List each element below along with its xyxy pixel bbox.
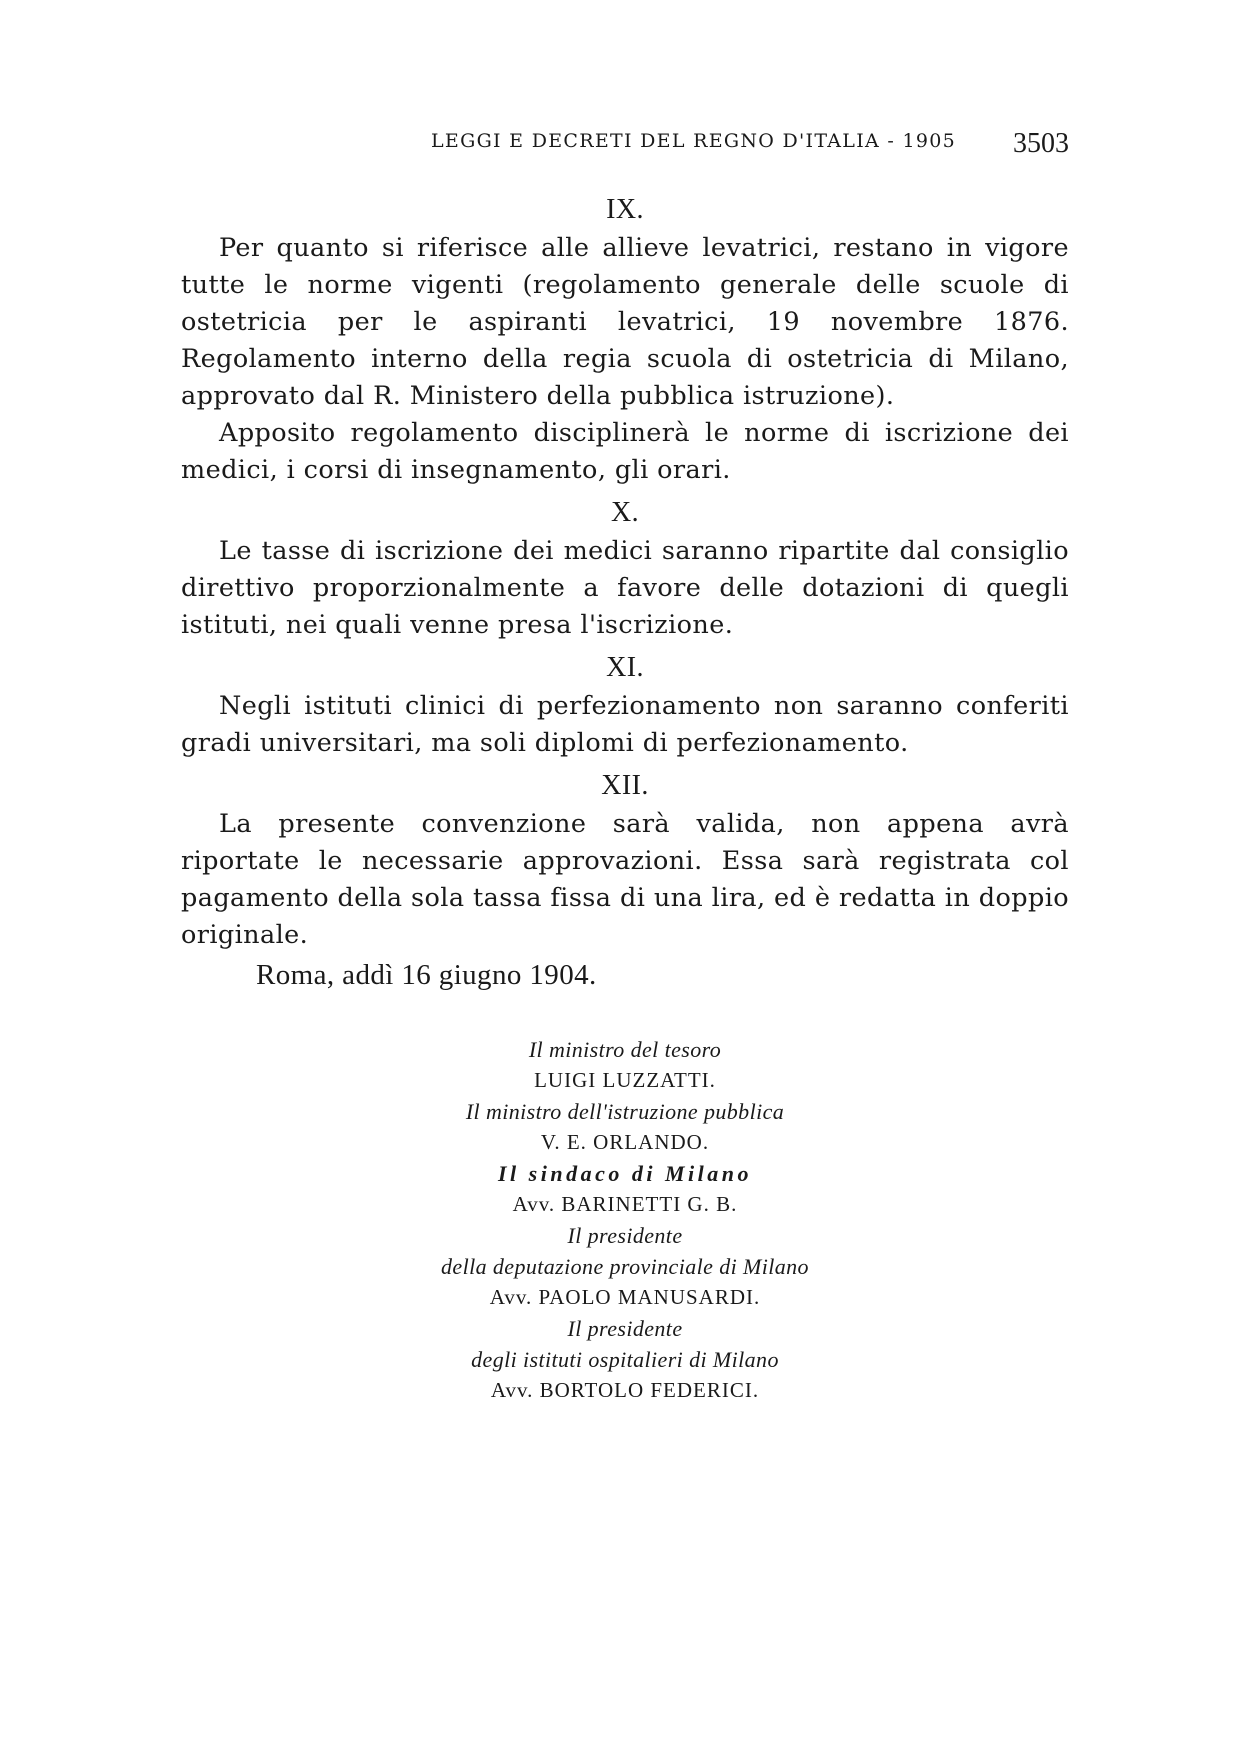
paragraph: La presente convenzione sarà valida, non appena avrà riportate le necessarie approvazioni. Essa sarà registrata col pagamento della sola tassa fissa di una lira, ed è redatta in doppio originale.	[181, 809, 1069, 950]
paragraph: Negli istituti clinici di perfezionamento non saranno conferiti gradi universitari, ma soli diplomi di perfezionamento.	[181, 691, 1069, 758]
article-x	[181, 493, 1069, 644]
signatory-name: Avv. PAOLO MANUSARDI.	[489, 1285, 761, 1309]
signature-provincial-president	[181, 1220, 1069, 1313]
signatory-role: Il presidente	[567, 1316, 683, 1341]
signatory-role: Il sindaco di Milano	[498, 1161, 752, 1186]
signatory-role-detail: degli istituti ospitalieri di Milano	[471, 1347, 779, 1372]
article-heading: XII.	[601, 770, 649, 801]
article-xi	[181, 648, 1069, 762]
signature-block	[181, 1034, 1069, 1406]
signatory-role: Il ministro dell'istruzione pubblica	[465, 1099, 785, 1124]
page-number: 3503	[1013, 128, 1069, 159]
article-ix	[181, 190, 1069, 489]
signatory-name: Avv. BORTOLO FEDERICI.	[490, 1378, 760, 1402]
signatory-name: Avv. BARINETTI G. B.	[512, 1192, 738, 1216]
article-heading: X.	[610, 497, 640, 528]
article-xii	[181, 766, 1069, 954]
paragraph: Apposito regolamento disciplinerà le norme di iscrizione dei medici, i corsi di insegnamento, gli orari.	[181, 418, 1069, 485]
signatory-role: Il ministro del tesoro	[528, 1037, 722, 1062]
article-heading: IX.	[606, 194, 644, 225]
signatory-name: LUIGI LUZZATTI.	[534, 1068, 716, 1092]
signatory-role-detail: della deputazione provinciale di Milano	[441, 1254, 809, 1279]
paragraph: Per quanto si riferisce alle allieve levatrici, restano in vigore tutte le norme vigenti (regolamento generale delle scuole di ostetricia per le aspiranti levatrici, 19 novembre 1876. Regolamento interno della regia scuola di ostetricia di Milano, approvato dal R. Ministero della pubblica istruzione).	[181, 233, 1069, 411]
signatory-role: Il presidente	[567, 1223, 683, 1248]
place-and-date: Roma, addì 16 giugno 1904.	[256, 959, 597, 991]
paragraph: Le tasse di iscrizione dei medici saranno ripartite dal consiglio direttivo proporzionalmente a favore delle dotazioni di quegli istituti, nei quali venne presa l'iscrizione.	[181, 536, 1069, 640]
running-head: LEGGI E DECRETI DEL REGNO D'ITALIA - 1905	[431, 130, 956, 152]
signature-hospital-president	[181, 1313, 1069, 1406]
page-header	[181, 130, 1069, 164]
body-text	[181, 186, 1069, 996]
signature-treasury-minister	[181, 1034, 1069, 1096]
article-heading: XI.	[606, 652, 644, 683]
signature-mayor	[181, 1158, 1069, 1220]
signature-education-minister	[181, 1096, 1069, 1158]
signatory-name: V. E. ORLANDO.	[540, 1130, 710, 1154]
